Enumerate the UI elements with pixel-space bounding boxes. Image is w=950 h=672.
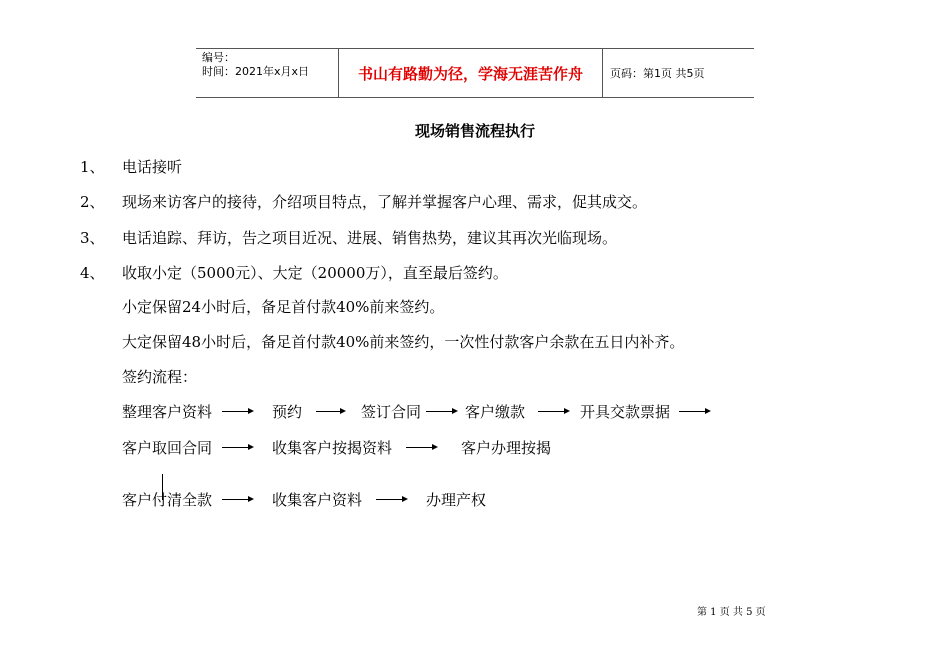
note-large-deposit: 大定保留48小时后，备足首付款40%前来签约，一次性付款客户余款在五日内补齐。 <box>122 333 685 351</box>
item-text: 电话追踪、拜访，告之项目近况、进展、销售热势，建议其再次光临现场。 <box>122 229 618 247</box>
serial-label: 编号： <box>202 51 235 64</box>
header-table <box>196 48 754 98</box>
note-signing-flow-label: 签约流程： <box>122 368 198 386</box>
flow-arrow <box>426 411 456 412</box>
flow-step: 客户取回合同 <box>122 439 213 457</box>
flow-step: 收集客户资料 <box>272 491 363 509</box>
motto: 书山有路勤为径，学海无涯苦作舟 <box>338 49 603 97</box>
item-number: 2、 <box>80 193 105 211</box>
item-text: 现场来访客户的接待，介绍项目特点，了解并掌握客户心理、需求，促其成交。 <box>122 193 648 211</box>
page-title: 现场销售流程执行 <box>414 122 535 140</box>
header-left-cell <box>196 49 338 97</box>
time-label: 时间：2021年x月x日 <box>202 65 310 78</box>
flow-arrow <box>376 499 406 500</box>
flow-arrow <box>222 411 252 412</box>
flow-step: 签订合同 <box>361 403 422 421</box>
item-text: 收取小定（5000元）、大定（20000万），直至最后签约。 <box>122 264 508 282</box>
flow-step: 客户缴款 <box>465 403 526 421</box>
flow-arrow <box>538 411 568 412</box>
flow-arrow <box>406 447 436 448</box>
page-code: 页码：第1页 共5页 <box>610 67 705 80</box>
flow-arrow <box>222 499 252 500</box>
note-small-deposit: 小定保留24小时后，备足首付款40%前来签约。 <box>122 298 445 316</box>
flow-arrow <box>679 411 709 412</box>
item-text: 电话接听 <box>122 158 183 176</box>
flow-step: 预约 <box>272 403 303 421</box>
page-footer: 第 1 页 共 5 页 <box>697 607 766 618</box>
flow-step: 收集客户按揭资料 <box>272 439 393 457</box>
flow-step: 客户办理按揭 <box>461 439 552 457</box>
item-number: 1、 <box>80 158 105 176</box>
item-number: 3、 <box>80 229 105 247</box>
flow-arrow <box>316 411 344 412</box>
flow-step: 开具交款票据 <box>580 403 671 421</box>
flow-step: 办理产权 <box>426 491 487 509</box>
item-number: 4、 <box>80 264 105 282</box>
flow-arrow <box>222 447 252 448</box>
flow-step: 整理客户资料 <box>122 403 213 421</box>
flow-step: 客户付清全款 <box>122 491 213 509</box>
